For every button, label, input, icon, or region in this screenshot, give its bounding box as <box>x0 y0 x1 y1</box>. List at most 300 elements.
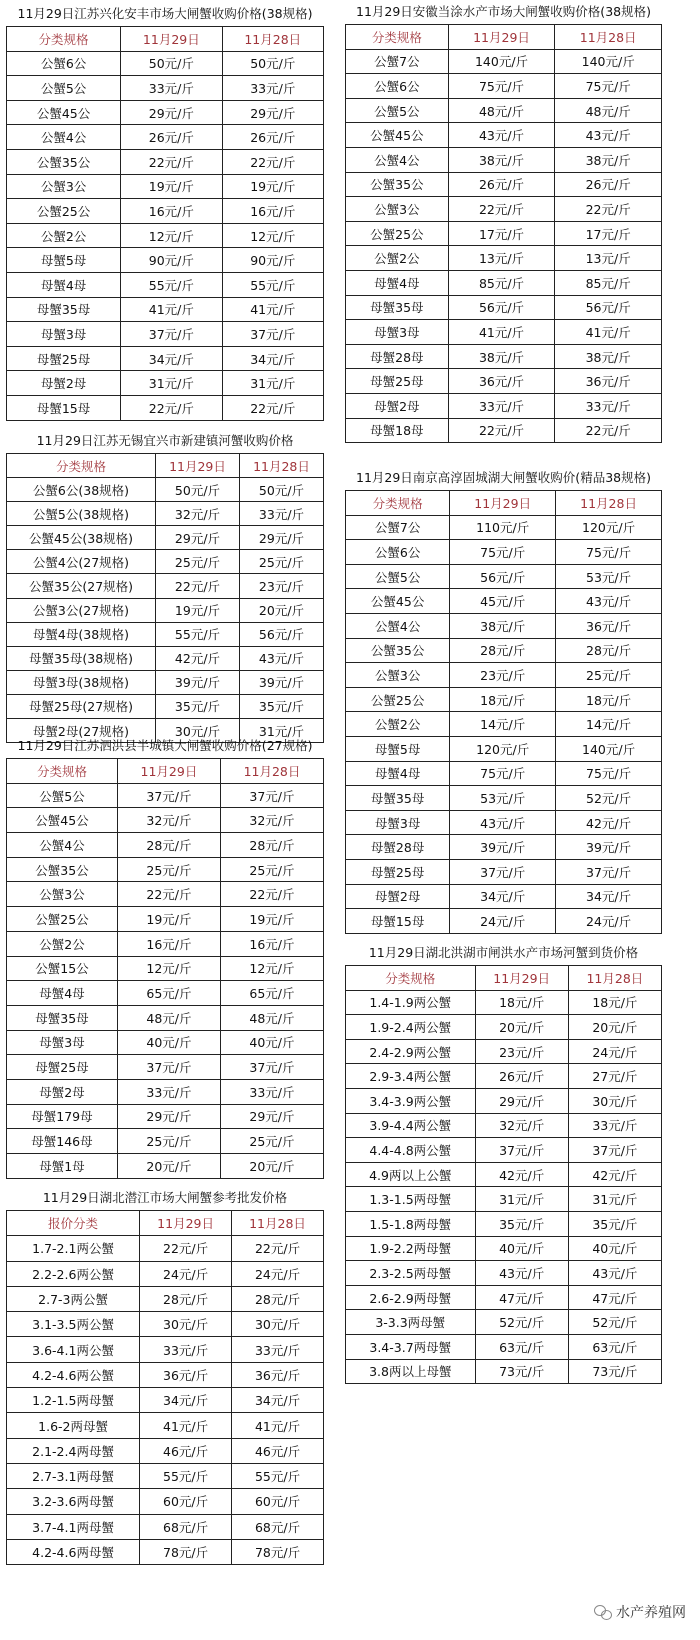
spec-cell: 公蟹45公(38规格) <box>7 526 156 550</box>
price-today-cell: 39元/斤 <box>155 670 239 694</box>
spec-cell: 3-3.3两母蟹 <box>346 1310 476 1335</box>
price-yesterday-cell: 73元/斤 <box>568 1359 661 1384</box>
table-row <box>346 859 662 884</box>
spec-cell: 公蟹35公 <box>346 638 450 663</box>
column-header: 11月28日 <box>568 966 661 991</box>
price-yesterday-cell: 31元/斤 <box>222 371 323 396</box>
price-yesterday-cell: 32元/斤 <box>220 808 323 833</box>
table-row <box>346 123 662 148</box>
spec-cell: 母蟹2母 <box>7 371 121 396</box>
table-title: 11月29日安徽当涂水产市场大闸蟹收购价格(38规格) <box>356 4 651 19</box>
price-yesterday-cell: 56元/斤 <box>239 622 323 646</box>
spec-cell: 1.9-2.2两母蟹 <box>346 1236 476 1261</box>
table-row <box>7 833 324 858</box>
price-table <box>6 758 324 1179</box>
table-row <box>7 1005 324 1030</box>
price-today-cell: 40元/斤 <box>117 1030 220 1055</box>
price-yesterday-cell: 22元/斤 <box>232 1236 324 1261</box>
column-header: 11月28日 <box>232 1211 324 1236</box>
spec-cell: 公蟹6公(38规格) <box>7 478 156 502</box>
table-row <box>7 322 324 347</box>
spec-cell: 母蟹3母 <box>7 322 121 347</box>
price-yesterday-cell: 75元/斤 <box>555 74 662 99</box>
price-yesterday-cell: 36元/斤 <box>232 1362 324 1387</box>
price-yesterday-cell: 36元/斤 <box>555 369 662 394</box>
price-yesterday-cell: 55元/斤 <box>222 272 323 297</box>
spec-cell: 公蟹2公 <box>7 223 121 248</box>
table-row <box>7 931 324 956</box>
price-today-cell: 65元/斤 <box>117 981 220 1006</box>
table-row <box>7 646 324 670</box>
price-today-cell: 22元/斤 <box>155 574 239 598</box>
price-yesterday-cell: 41元/斤 <box>232 1413 324 1438</box>
price-yesterday-cell: 16元/斤 <box>222 199 323 224</box>
price-yesterday-cell: 24元/斤 <box>232 1261 324 1286</box>
watermark <box>594 1602 686 1622</box>
spec-cell: 公蟹2公 <box>346 246 449 271</box>
spec-cell: 母蟹15母 <box>7 395 121 420</box>
table-row <box>7 1129 324 1154</box>
table-row <box>7 297 324 322</box>
price-today-cell: 34元/斤 <box>140 1388 232 1413</box>
price-today-cell: 55元/斤 <box>121 272 222 297</box>
spec-cell: 4.9两以上公蟹 <box>346 1162 476 1187</box>
price-today-cell: 28元/斤 <box>450 638 556 663</box>
spec-cell: 公蟹6公 <box>346 74 449 99</box>
price-yesterday-cell: 16元/斤 <box>220 931 323 956</box>
table-row <box>346 786 662 811</box>
price-table-xinghua <box>6 2 324 421</box>
price-yesterday-cell: 43元/斤 <box>568 1261 661 1286</box>
price-today-cell: 13元/斤 <box>448 246 555 271</box>
price-yesterday-cell: 25元/斤 <box>220 857 323 882</box>
price-today-cell: 23元/斤 <box>475 1039 568 1064</box>
price-today-cell: 17元/斤 <box>448 221 555 246</box>
table-row <box>346 1236 662 1261</box>
spec-cell: 公蟹45公 <box>346 589 450 614</box>
price-today-cell: 31元/斤 <box>121 371 222 396</box>
price-today-cell: 75元/斤 <box>450 761 556 786</box>
table-row <box>7 1286 324 1311</box>
price-yesterday-cell: 25元/斤 <box>220 1129 323 1154</box>
table-row <box>346 613 662 638</box>
table-row <box>346 761 662 786</box>
price-today-cell: 35元/斤 <box>155 694 239 718</box>
spec-cell: 2.7-3.1两母蟹 <box>7 1463 140 1488</box>
spec-cell: 公蟹6公 <box>346 540 450 565</box>
price-today-cell: 12元/斤 <box>121 223 222 248</box>
price-yesterday-cell: 37元/斤 <box>220 783 323 808</box>
spec-cell: 公蟹3公 <box>7 174 121 199</box>
spec-cell: 公蟹25公 <box>7 907 118 932</box>
spec-cell: 母蟹15母 <box>346 909 450 934</box>
price-yesterday-cell: 37元/斤 <box>222 322 323 347</box>
price-yesterday-cell: 30元/斤 <box>568 1088 661 1113</box>
table-row <box>346 663 662 688</box>
price-today-cell: 34元/斤 <box>450 884 556 909</box>
column-header: 分类规格 <box>346 966 476 991</box>
price-yesterday-cell: 33元/斤 <box>232 1337 324 1362</box>
table-row <box>346 1088 662 1113</box>
price-yesterday-cell: 39元/斤 <box>556 835 662 860</box>
price-yesterday-cell: 43元/斤 <box>555 123 662 148</box>
spec-cell: 公蟹15公 <box>7 956 118 981</box>
table-row <box>7 670 324 694</box>
table-row <box>346 1211 662 1236</box>
price-yesterday-cell: 20元/斤 <box>239 598 323 622</box>
price-today-cell: 33元/斤 <box>117 1079 220 1104</box>
price-today-cell: 33元/斤 <box>448 393 555 418</box>
price-yesterday-cell: 50元/斤 <box>239 478 323 502</box>
price-today-cell: 29元/斤 <box>121 100 222 125</box>
table-row <box>7 1337 324 1362</box>
spec-cell: 3.7-4.1两母蟹 <box>7 1514 140 1539</box>
spec-cell: 公蟹3公 <box>346 197 449 222</box>
price-yesterday-cell: 37元/斤 <box>568 1138 661 1163</box>
price-today-cell: 73元/斤 <box>475 1359 568 1384</box>
price-yesterday-cell: 22元/斤 <box>555 197 662 222</box>
price-today-cell: 22元/斤 <box>448 418 555 443</box>
table-row <box>7 223 324 248</box>
price-yesterday-cell: 90元/斤 <box>222 248 323 273</box>
spec-cell: 1.3-1.5两母蟹 <box>346 1187 476 1212</box>
price-yesterday-cell: 140元/斤 <box>555 49 662 74</box>
table-row <box>346 246 662 271</box>
price-today-cell: 38元/斤 <box>448 344 555 369</box>
table-row <box>346 74 662 99</box>
price-today-cell: 36元/斤 <box>448 369 555 394</box>
spec-cell: 公蟹2公 <box>346 712 450 737</box>
spec-cell: 公蟹3公(27规格) <box>7 598 156 622</box>
price-today-cell: 52元/斤 <box>475 1310 568 1335</box>
price-today-cell: 42元/斤 <box>475 1162 568 1187</box>
table-row <box>7 1514 324 1539</box>
column-header: 11月29日 <box>121 27 222 52</box>
price-today-cell: 22元/斤 <box>448 197 555 222</box>
price-today-cell: 60元/斤 <box>140 1489 232 1514</box>
table-row <box>7 598 324 622</box>
table-row <box>346 98 662 123</box>
price-yesterday-cell: 140元/斤 <box>556 736 662 761</box>
price-today-cell: 32元/斤 <box>117 808 220 833</box>
price-yesterday-cell: 48元/斤 <box>220 1005 323 1030</box>
price-today-cell: 63元/斤 <box>475 1334 568 1359</box>
spec-cell: 公蟹5公 <box>7 76 121 101</box>
table-row <box>7 981 324 1006</box>
table-row <box>7 1489 324 1514</box>
table-row <box>346 1334 662 1359</box>
price-yesterday-cell: 38元/斤 <box>555 344 662 369</box>
table-row <box>346 393 662 418</box>
watermark-text: 水产养殖网 <box>616 1605 686 1621</box>
price-yesterday-cell: 43元/斤 <box>556 589 662 614</box>
spec-cell: 3.1-3.5两公蟹 <box>7 1312 140 1337</box>
price-today-cell: 41元/斤 <box>448 320 555 345</box>
spec-cell: 公蟹7公 <box>346 515 450 540</box>
column-header: 11月28日 <box>556 491 662 516</box>
price-yesterday-cell: 26元/斤 <box>222 125 323 150</box>
table-row <box>7 1236 324 1261</box>
table-row <box>7 622 324 646</box>
table-title: 11月29日湖北洪湖市闸洪水产市场河蟹到货价格 <box>368 945 639 960</box>
price-yesterday-cell: 46元/斤 <box>232 1438 324 1463</box>
table-row <box>346 1359 662 1384</box>
spec-cell: 公蟹4公 <box>7 833 118 858</box>
spec-cell: 公蟹35公 <box>7 149 121 174</box>
spec-cell: 公蟹45公 <box>7 808 118 833</box>
table-row <box>7 808 324 833</box>
price-yesterday-cell: 20元/斤 <box>220 1154 323 1179</box>
spec-cell: 公蟹25公 <box>7 199 121 224</box>
price-yesterday-cell: 52元/斤 <box>568 1310 661 1335</box>
spec-cell: 母蟹25母 <box>346 369 449 394</box>
spec-cell: 母蟹35母 <box>7 1005 118 1030</box>
price-today-cell: 41元/斤 <box>121 297 222 322</box>
table-row <box>7 371 324 396</box>
price-yesterday-cell: 12元/斤 <box>220 956 323 981</box>
table-row <box>7 857 324 882</box>
price-today-cell: 20元/斤 <box>117 1154 220 1179</box>
price-today-cell: 37元/斤 <box>117 783 220 808</box>
price-yesterday-cell: 37元/斤 <box>556 859 662 884</box>
price-today-cell: 37元/斤 <box>117 1055 220 1080</box>
price-today-cell: 23元/斤 <box>450 663 556 688</box>
price-today-cell: 28元/斤 <box>117 833 220 858</box>
price-yesterday-cell: 60元/斤 <box>232 1489 324 1514</box>
spec-cell: 公蟹4公 <box>7 125 121 150</box>
table-header-row <box>346 491 662 516</box>
price-yesterday-cell: 75元/斤 <box>556 761 662 786</box>
wechat-icon <box>594 1604 612 1620</box>
price-yesterday-cell: 24元/斤 <box>568 1039 661 1064</box>
spec-cell: 母蟹3母 <box>346 810 450 835</box>
table-row <box>346 909 662 934</box>
price-today-cell: 14元/斤 <box>450 712 556 737</box>
table-row <box>7 502 324 526</box>
price-today-cell: 31元/斤 <box>475 1187 568 1212</box>
price-yesterday-cell: 22元/斤 <box>555 418 662 443</box>
table-title: 11月29日湖北潜江市场大闸蟹参考批发价格 <box>42 1190 288 1205</box>
spec-cell: 公蟹25公 <box>346 221 449 246</box>
spec-cell: 公蟹4公 <box>346 147 449 172</box>
spec-cell: 公蟹5公 <box>346 98 449 123</box>
price-yesterday-cell: 43元/斤 <box>239 646 323 670</box>
price-yesterday-cell: 34元/斤 <box>232 1388 324 1413</box>
price-today-cell: 78元/斤 <box>140 1539 232 1564</box>
table-row <box>7 248 324 273</box>
price-yesterday-cell: 42元/斤 <box>556 810 662 835</box>
spec-cell: 3.2-3.6两母蟹 <box>7 1489 140 1514</box>
spec-cell: 母蟹146母 <box>7 1129 118 1154</box>
table-title: 11月29日南京高淳固城湖大闸蟹收购价(精品38规格) <box>356 470 651 485</box>
spec-cell: 母蟹4母(38规格) <box>7 622 156 646</box>
spec-cell: 母蟹18母 <box>346 418 449 443</box>
table-row <box>346 344 662 369</box>
price-table <box>6 26 324 421</box>
price-yesterday-cell: 22元/斤 <box>222 395 323 420</box>
price-yesterday-cell: 120元/斤 <box>556 515 662 540</box>
price-today-cell: 25元/斤 <box>117 1129 220 1154</box>
spec-cell: 2.9-3.4两公蟹 <box>346 1064 476 1089</box>
spec-cell: 母蟹5母 <box>346 736 450 761</box>
price-yesterday-cell: 50元/斤 <box>222 51 323 76</box>
table-row <box>7 1463 324 1488</box>
spec-cell: 母蟹2母 <box>346 393 449 418</box>
column-header: 11月29日 <box>117 759 220 784</box>
spec-cell: 母蟹35母 <box>7 297 121 322</box>
price-yesterday-cell: 20元/斤 <box>568 1015 661 1040</box>
price-today-cell: 50元/斤 <box>121 51 222 76</box>
spec-cell: 母蟹3母 <box>7 1030 118 1055</box>
price-yesterday-cell: 29元/斤 <box>222 100 323 125</box>
spec-cell: 4.2-4.6两公蟹 <box>7 1362 140 1387</box>
price-yesterday-cell: 12元/斤 <box>222 223 323 248</box>
price-today-cell: 30元/斤 <box>155 719 239 743</box>
price-yesterday-cell: 34元/斤 <box>556 884 662 909</box>
column-header: 11月28日 <box>220 759 323 784</box>
price-today-cell: 22元/斤 <box>121 149 222 174</box>
table-row <box>346 638 662 663</box>
table-header-row <box>346 966 662 991</box>
price-table <box>345 965 662 1384</box>
spec-cell: 公蟹4公(27规格) <box>7 550 156 574</box>
price-today-cell: 56元/斤 <box>450 564 556 589</box>
price-yesterday-cell: 18元/斤 <box>556 687 662 712</box>
spec-cell: 母蟹4母 <box>7 981 118 1006</box>
spec-cell: 2.6-2.9两母蟹 <box>346 1285 476 1310</box>
table-row <box>7 1079 324 1104</box>
spec-cell: 母蟹1母 <box>7 1154 118 1179</box>
spec-cell: 1.5-1.8两母蟹 <box>346 1211 476 1236</box>
spec-cell: 公蟹7公 <box>346 49 449 74</box>
price-today-cell: 53元/斤 <box>450 786 556 811</box>
table-row <box>346 197 662 222</box>
price-today-cell: 41元/斤 <box>140 1413 232 1438</box>
spec-cell: 2.7-3两公蟹 <box>7 1286 140 1311</box>
table-row <box>7 1362 324 1387</box>
price-yesterday-cell: 68元/斤 <box>232 1514 324 1539</box>
price-yesterday-cell: 78元/斤 <box>232 1539 324 1564</box>
price-table-yixing <box>6 429 324 743</box>
price-yesterday-cell: 48元/斤 <box>555 98 662 123</box>
price-yesterday-cell: 14元/斤 <box>556 712 662 737</box>
price-yesterday-cell: 33元/斤 <box>222 76 323 101</box>
price-today-cell: 46元/斤 <box>140 1438 232 1463</box>
table-row <box>7 100 324 125</box>
price-yesterday-cell: 34元/斤 <box>222 346 323 371</box>
price-today-cell: 12元/斤 <box>117 956 220 981</box>
spec-cell: 1.4-1.9两公蟹 <box>346 990 476 1015</box>
table-row <box>7 574 324 598</box>
table-row <box>7 76 324 101</box>
table-row <box>7 1388 324 1413</box>
table-row <box>7 1261 324 1286</box>
table-row <box>346 736 662 761</box>
price-today-cell: 140元/斤 <box>448 49 555 74</box>
spec-cell: 母蟹2母 <box>7 1079 118 1104</box>
table-row <box>346 687 662 712</box>
table-row <box>7 478 324 502</box>
price-yesterday-cell: 63元/斤 <box>568 1334 661 1359</box>
price-today-cell: 29元/斤 <box>117 1104 220 1129</box>
price-yesterday-cell: 33元/斤 <box>555 393 662 418</box>
spec-cell: 公蟹3公 <box>7 882 118 907</box>
table-row <box>7 1438 324 1463</box>
price-today-cell: 43元/斤 <box>475 1261 568 1286</box>
table-row <box>346 49 662 74</box>
price-today-cell: 30元/斤 <box>140 1312 232 1337</box>
spec-cell: 母蟹3母(38规格) <box>7 670 156 694</box>
price-yesterday-cell: 40元/斤 <box>220 1030 323 1055</box>
price-yesterday-cell: 38元/斤 <box>555 147 662 172</box>
table-row <box>7 907 324 932</box>
price-today-cell: 75元/斤 <box>450 540 556 565</box>
price-yesterday-cell: 24元/斤 <box>556 909 662 934</box>
spec-cell: 母蟹2母 <box>346 884 450 909</box>
column-header: 11月29日 <box>475 966 568 991</box>
spec-cell: 1.2-1.5两母蟹 <box>7 1388 140 1413</box>
column-header: 分类规格 <box>7 454 156 478</box>
price-today-cell: 48元/斤 <box>448 98 555 123</box>
spec-cell: 3.4-3.7两母蟹 <box>346 1334 476 1359</box>
price-today-cell: 32元/斤 <box>155 502 239 526</box>
price-table-sihong <box>6 734 324 1179</box>
spec-cell: 3.9-4.4两公蟹 <box>346 1113 476 1138</box>
spec-cell: 公蟹5公 <box>346 564 450 589</box>
price-today-cell: 40元/斤 <box>475 1236 568 1261</box>
table-row <box>346 810 662 835</box>
table-row <box>346 221 662 246</box>
table-title: 11月29日江苏无锡宜兴市新建镇河蟹收购价格 <box>36 433 294 448</box>
price-today-cell: 90元/斤 <box>121 248 222 273</box>
spec-cell: 母蟹4母 <box>346 761 450 786</box>
price-today-cell: 28元/斤 <box>140 1286 232 1311</box>
price-today-cell: 16元/斤 <box>121 199 222 224</box>
price-today-cell: 39元/斤 <box>450 835 556 860</box>
price-yesterday-cell: 19元/斤 <box>222 174 323 199</box>
column-header: 11月29日 <box>155 454 239 478</box>
table-row <box>346 369 662 394</box>
price-today-cell: 33元/斤 <box>121 76 222 101</box>
spec-cell: 1.6-2两母蟹 <box>7 1413 140 1438</box>
price-yesterday-cell: 29元/斤 <box>220 1104 323 1129</box>
price-today-cell: 43元/斤 <box>450 810 556 835</box>
table-row <box>7 346 324 371</box>
spec-cell: 公蟹5公(38规格) <box>7 502 156 526</box>
price-today-cell: 19元/斤 <box>155 598 239 622</box>
table-row <box>7 1030 324 1055</box>
price-today-cell: 25元/斤 <box>117 857 220 882</box>
spec-cell: 母蟹179母 <box>7 1104 118 1129</box>
price-table <box>345 24 662 443</box>
column-header: 11月28日 <box>239 454 323 478</box>
table-header-row <box>7 27 324 52</box>
price-yesterday-cell: 52元/斤 <box>556 786 662 811</box>
price-yesterday-cell: 37元/斤 <box>220 1055 323 1080</box>
column-header: 分类规格 <box>7 27 121 52</box>
price-today-cell: 55元/斤 <box>155 622 239 646</box>
spec-cell: 2.1-2.4两母蟹 <box>7 1438 140 1463</box>
price-today-cell: 38元/斤 <box>448 147 555 172</box>
spec-cell: 公蟹3公 <box>346 663 450 688</box>
spec-cell: 母蟹25母 <box>346 859 450 884</box>
column-header: 报价分类 <box>7 1211 140 1236</box>
column-header: 分类规格 <box>346 25 449 50</box>
price-yesterday-cell: 28元/斤 <box>232 1286 324 1311</box>
price-yesterday-cell: 19元/斤 <box>220 907 323 932</box>
spec-cell: 母蟹25母 <box>7 346 121 371</box>
column-header: 11月29日 <box>140 1211 232 1236</box>
